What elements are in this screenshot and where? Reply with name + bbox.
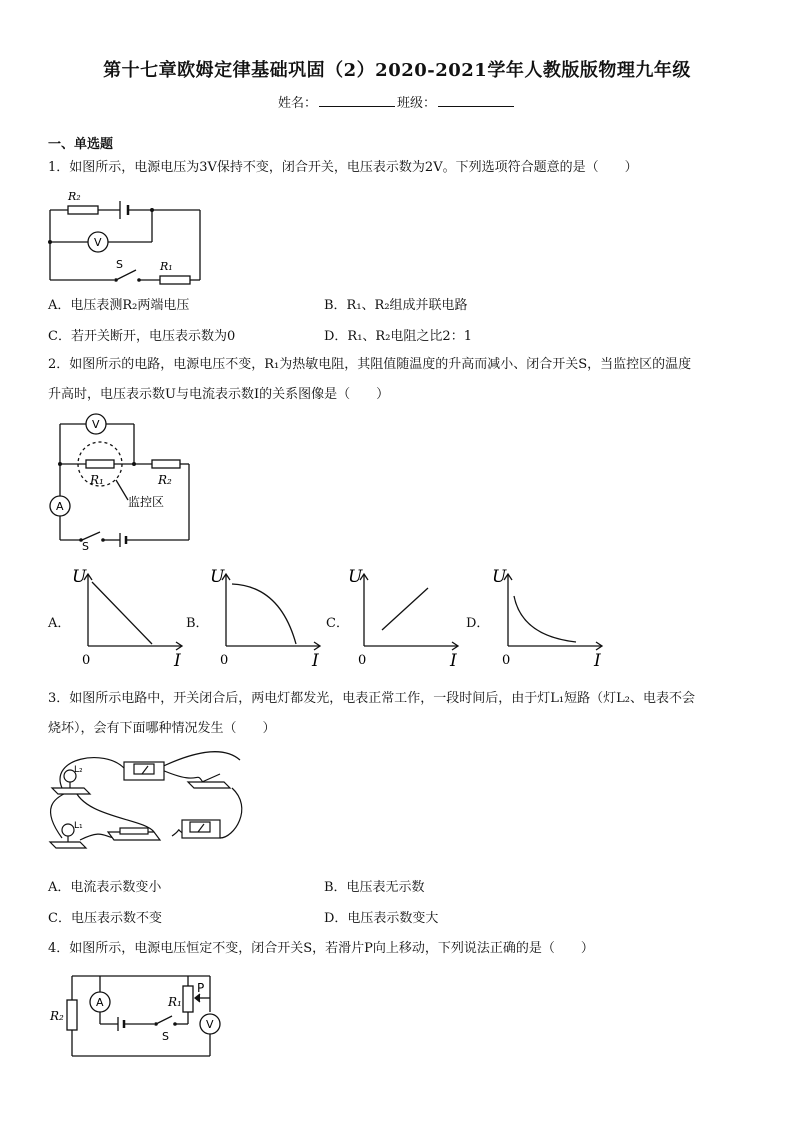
class-blank [438, 94, 514, 107]
q2-graph-d-i: I [594, 651, 601, 671]
q2-graph-a-i: I [174, 651, 181, 671]
q4-v-label: V [206, 1018, 214, 1031]
q4-s-label: S [162, 1030, 169, 1043]
q1-r1-label: R₁ [160, 260, 173, 273]
q3-text-line2: 烧坏），会有下面哪种情况发生（ ） [48, 721, 276, 736]
q2-graph-c[interactable] [348, 566, 468, 670]
q2-zone-label: 监控区 [128, 495, 165, 509]
q4-a-label: A [96, 996, 104, 1009]
q4-p-label: P [197, 981, 205, 995]
q2-v-label: V [92, 418, 100, 431]
q3-circuit-diagram [44, 748, 244, 860]
q3-option-a[interactable]: A．电流表示数变小 [48, 880, 162, 895]
q1-v-label: V [94, 236, 102, 249]
q2-option-a-letter[interactable]: A． [48, 616, 71, 631]
q2-r1-label: R₁ [90, 473, 104, 487]
q2-graph-c-i: I [450, 651, 457, 671]
q2-graph-d-zero: 0 [502, 653, 511, 668]
page-title: 第十七章欧姆定律基础巩固（2）2020-2021学年人教版版物理九年级 [103, 60, 691, 81]
q1-text: 1．如图所示，电源电压为3V保持不变，闭合开关，电压表示数为2V。下列选项符合题意的是（ ） [48, 160, 638, 175]
q4-text: 4．如图所示，电源电压恒定不变，闭合开关S，若滑片P向上移动，下列说法正确的是（ ） [48, 941, 594, 956]
q1-option-b[interactable]: B．R₁、R₂组成并联电路 [324, 298, 468, 313]
q3-option-b[interactable]: B．电压表无示数 [324, 880, 425, 895]
q2-graph-a-u: U [72, 567, 87, 587]
q2-graph-b-u: U [210, 567, 225, 587]
class-label: 班级： [397, 96, 437, 111]
q3-option-c[interactable]: C．电压表示数不变 [48, 911, 162, 926]
q1-r2-label: R₂ [68, 190, 81, 203]
q3-option-d[interactable]: D．电压表示数变大 [324, 911, 439, 926]
q2-a-label: A [56, 500, 64, 513]
q2-graph-a[interactable] [72, 566, 192, 670]
q2-text-line2: 升高时，电压表示数U与电流表示数I的关系图像是（ ） [48, 387, 390, 402]
q2-option-d-letter[interactable]: D． [466, 616, 490, 631]
q2-graph-c-zero: 0 [358, 653, 367, 668]
name-class-row [0, 92, 794, 111]
q1-option-d[interactable]: D．R₁、R₂电阻之比2：1 [324, 329, 472, 344]
q1-option-a[interactable]: A．电压表测R₂两端电压 [48, 298, 190, 313]
q2-graph-c-u: U [348, 567, 363, 587]
q2-graph-b-zero: 0 [220, 653, 229, 668]
q3-l2-label: L₂ [74, 765, 83, 775]
q1-circuit-diagram [44, 190, 214, 290]
q2-text-line1: 2．如图所示的电路，电源电压不变，R₁为热敏电阻，其阻值随温度的升高而减小、闭合开关S，当监控区的温度 [48, 357, 692, 372]
q3-l1-label: L₁ [74, 821, 83, 831]
q2-graph-d[interactable] [492, 566, 612, 670]
q2-graph-a-zero: 0 [82, 653, 91, 668]
q2-s-label: S [82, 540, 89, 553]
q3-text-line1: 3．如图所示电路中，开关闭合后，两电灯都发光，电表正常工作，一段时间后，由于灯L₁短路（灯L₂、电表不会 [48, 691, 695, 706]
q2-option-c-letter[interactable]: C． [326, 616, 349, 631]
q4-circuit-diagram [48, 968, 238, 1064]
section-title: 一、单选题 [48, 137, 114, 152]
name-blank [319, 94, 395, 107]
q1-s-label: S [116, 258, 123, 271]
q2-graph-d-u: U [492, 567, 507, 587]
q2-r2-label: R₂ [158, 473, 172, 487]
q4-r2-label: R₂ [50, 1009, 64, 1023]
q2-graph-b[interactable] [210, 566, 330, 670]
name-label: 姓名： [277, 96, 317, 111]
q1-option-c[interactable]: C．若开关断开，电压表示数为0 [48, 329, 236, 344]
q4-r1-label: R₁ [168, 995, 182, 1009]
q2-graph-b-i: I [312, 651, 319, 671]
q2-option-b-letter[interactable]: B． [186, 616, 209, 631]
q2-circuit-diagram [44, 412, 204, 552]
